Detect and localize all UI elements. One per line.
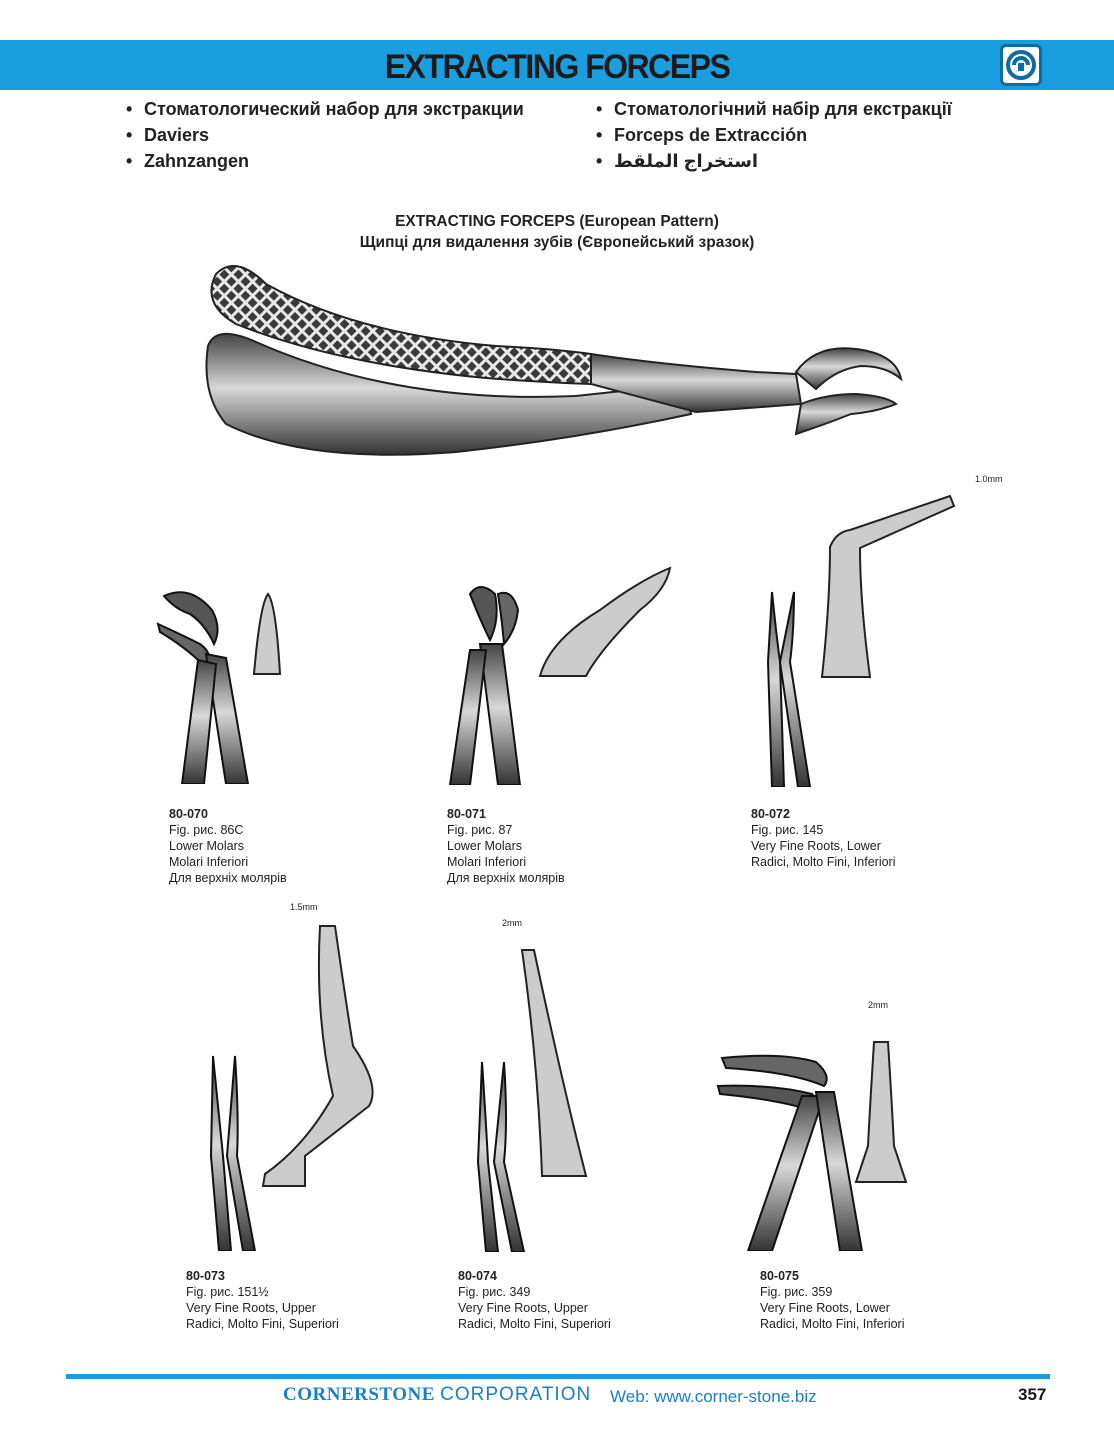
item-caption-80-070 [169,806,287,886]
item-line: Для верхніх молярів [169,871,287,885]
footer-brand [283,1384,591,1406]
item-code: 80-073 [186,1269,225,1283]
item-line: Very Fine Roots, Upper [186,1301,316,1315]
item-caption-80-071 [447,806,565,886]
item-caption-80-073 [186,1268,339,1332]
item-fig: Fig. рис. 86C [169,823,244,837]
name-item: • Стоматологический набор для экстракции [126,99,524,119]
item-fig: Fig. рис. 359 [760,1285,833,1299]
dim-label: 1.0mm [975,474,1003,484]
item-caption-80-072 [751,806,896,870]
name-item: • Daviers [126,125,210,145]
item-line: Radici, Molto Fini, Inferiori [751,855,896,869]
name-item: • Стоматологічний набір для екстракції [596,99,952,119]
item-line: Для верхніх молярів [447,871,565,885]
item-line: Very Fine Roots, Lower [760,1301,890,1315]
forceps-80-073-illustration [195,896,395,1251]
item-line: Lower Molars [169,839,245,853]
footer-website-link[interactable]: Web: www.corner-stone.biz [610,1387,817,1406]
section-subtitle: Щипці для видалення зубів (Європейський зразок) [359,234,755,251]
item-line: Very Fine Roots, Lower [751,839,881,853]
brand-suffix: CORPORATION [440,1384,592,1405]
item-fig: Fig. рис. 151½ [186,1285,269,1299]
section-title: EXTRACTING FORCEPS (European Pattern) [395,213,719,230]
item-line: Molari Inferiori [447,855,527,869]
forceps-80-074-illustration [462,912,622,1252]
names-list-right [596,96,952,174]
cornerstone-logo-icon [1000,44,1042,86]
page-number: 357 [1018,1385,1047,1404]
item-caption-80-074 [458,1268,611,1332]
item-line: Molari Inferiori [169,855,249,869]
item-fig: Fig. рис. 349 [458,1285,531,1299]
footer-divider [66,1374,1050,1379]
item-fig: Fig. рис. 87 [447,823,513,837]
name-item: • Zahnzangen [126,151,250,171]
item-code: 80-072 [751,807,790,821]
forceps-80-072-illustration [750,452,1010,787]
main-forceps-illustration [196,254,916,474]
forceps-80-075-illustration [712,996,922,1251]
dim-label: 2mm [502,918,522,928]
name-item: • استخراج الملقط [596,151,759,171]
item-fig: Fig. рис. 145 [751,823,824,837]
item-caption-80-075 [760,1268,905,1332]
brand-name: CORNERSTONE [283,1384,435,1405]
item-line: Radici, Molto Fini, Superiori [186,1317,339,1331]
forceps-80-071-illustration [440,560,680,785]
item-line: Very Fine Roots, Upper [458,1301,588,1315]
item-line: Lower Molars [447,839,523,853]
item-code: 80-075 [760,1269,799,1283]
item-code: 80-074 [458,1269,497,1283]
item-line: Radici, Molto Fini, Inferiori [760,1317,905,1331]
names-list-left [126,96,524,174]
item-code: 80-070 [169,807,208,821]
name-item: • Forceps de Extracción [596,125,808,145]
item-line: Radici, Molto Fini, Superiori [458,1317,611,1331]
dim-label: 2mm [868,1000,888,1010]
page-title: EXTRACTING FORCEPS [384,46,730,86]
dim-label: 1.5mm [290,902,318,912]
forceps-80-070-illustration [150,584,290,784]
item-code: 80-071 [447,807,486,821]
